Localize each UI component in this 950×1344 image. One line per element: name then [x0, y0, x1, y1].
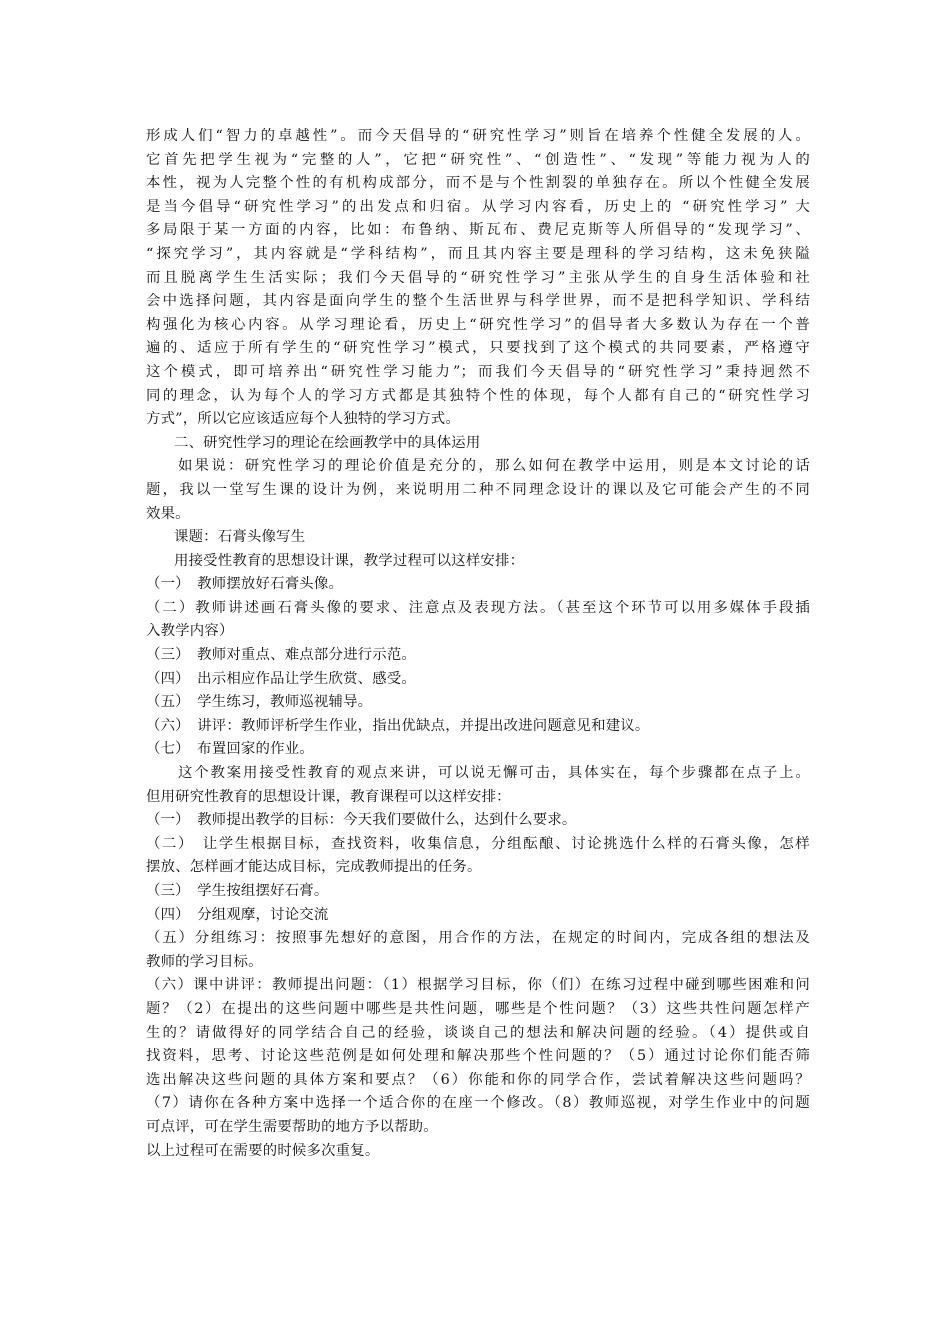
list-item: （四） 分组观摩，讨论交流 — [146, 906, 329, 923]
paragraph-line: 多局限于某一方面的内容，比如：布鲁纳、斯瓦布、费尼克斯等人所倡导的“发现学习”、 — [146, 222, 810, 239]
paragraph-line: 而且脱离学生生活实际；我们今天倡导的“研究性学习”主张从学生的自身生活体验和社 — [146, 269, 810, 286]
list-item-continuation: 教师的学习目标。 — [146, 953, 263, 970]
paragraph-line: 用接受性教育的思想设计课，教学过程可以这样安排： — [174, 552, 525, 569]
list-item-continuation: 生的？请做得好的同学结合自己的经验，谈谈自己的想法和解决问题的经验。（4）提供或自 — [146, 1024, 810, 1041]
paragraph-line: 题，我以一堂写生课的设计为例，来说明用二种不同理念设计的课以及它可能会产生的不同 — [146, 481, 810, 498]
list-item: （五）分组练习：按照事先想好的意图，用合作的方法，在规定的时间内，完成各组的想法及 — [146, 930, 810, 947]
paragraph-line: 是当今倡导“研究性学习”的出发点和归宿。从学习内容看，历史上的 “研究性学习” 大 — [146, 198, 810, 215]
list-item-continuation: 摆放、怎样画才能达成目标，完成教师提出的任务。 — [146, 859, 482, 876]
list-item: （五） 学生练习，教师巡视辅导。 — [146, 694, 373, 711]
list-item-continuation: 选出解决这些问题的具体方案和要点？（6）你能和你的同学合作，尝试着解决这些问题吗？ — [146, 1071, 810, 1088]
paragraph-line: “探究学习”，其内容就是“学科结构”，而且其内容主要是理科的学习结构，这未免狭隘 — [146, 245, 810, 262]
paragraph-line: 这个模式，即可培养出“研究性学习能力”；而我们今天倡导的“研究性学习”秉持迥然不 — [146, 363, 810, 380]
list-item-continuation: 可点评，可在学生需要帮助的地方予以帮助。 — [146, 1118, 438, 1135]
list-item: （四） 出示相应作品让学生欣赏、感受。 — [146, 670, 417, 687]
paragraph-line: 构强化为核心内容。从学习理论看，历史上“研究性学习”的倡导者大多数认为存在一个普 — [146, 316, 810, 333]
list-item: （六） 讲评：教师评析学生作业，指出优缺点，并提出改进问题意见和建议。 — [146, 717, 650, 734]
paragraph-line: 它首先把学生视为“完整的人”，它把“研究性”、“创造性”、“发现”等能力视为人的 — [146, 151, 810, 168]
list-item: （七） 布置回家的作业。 — [146, 741, 314, 758]
section-heading: 二、研究性学习的理论在绘画教学中的具体运用 — [174, 434, 481, 451]
list-item: （二）教师讲述画石膏头像的要求、注意点及表现方法。（甚至这个环节可以用多媒体手段插 — [146, 599, 810, 616]
paragraph-line: 遍的、适应于所有学生的“研究性学习”模式，只要找到了这个模式的共同要素，严格遵守 — [146, 340, 810, 357]
paragraph-line: 同的理念，认为每个人的学习方式都是其独特个性的体现，每个人都有自己的“研究性学习 — [146, 387, 810, 404]
paragraph-line: 但用研究性教育的思想设计课，教育课程可以这样安排： — [146, 788, 511, 805]
closing-line: 以上过程可在需要的时候多次重复。 — [146, 1142, 380, 1159]
paragraph-line: 会中选择问题，其内容是面向学生的整个生活世界与科学世界，而不是把科学知识、学科结 — [146, 293, 810, 310]
paragraph-line: 形成人们“智力的卓越性”。而今天倡导的“研究性学习”则旨在培养个性健全发展的人。 — [146, 128, 810, 144]
paragraph-line: 本性，视为人完整个性的有机构成部分，而不是与个性割裂的单独存在。所以个性健全发展 — [146, 175, 810, 192]
list-item-continuation: 找资料，思考、讨论这些范例是如何处理和解决那些个性问题的？（5）通过讨论你们能否筛 — [146, 1048, 810, 1065]
document-body — [146, 125, 810, 1163]
list-item: （二） 让学生根据目标，查找资料，收集信息，分组酝酿、讨论挑选什么样的石膏头像，怎样 — [146, 835, 810, 852]
list-item: （三） 学生按组摆好石膏。 — [146, 883, 329, 899]
list-item: （一） 教师提出教学的目标：今天我们要做什么，达到什么要求。 — [146, 812, 577, 829]
paragraph-line: 如果说：研究性学习的理论价值是充分的，那么如何在教学中运用，则是本文讨论的话 — [178, 458, 810, 475]
list-item: （一） 教师摆放好石膏头像。 — [146, 576, 344, 593]
paragraph-line: 方式”，所以它应该适应每个人独特的学习方式。 — [146, 411, 460, 428]
paragraph-line: 这个教案用接受性教育的观点来讲，可以说无懈可击，具体实在，每个步骤都在点子上。 — [178, 765, 810, 782]
list-item-continuation: （7）请你在各种方案中选择一个适合你的在座一个修改。（8）教师巡视，对学生作业中的问题 — [146, 1095, 810, 1112]
list-item: （六）课中讲评：教师提出问题：（1）根据学习目标，你（们）在练习过程中碰到哪些困难和问 — [146, 977, 810, 994]
paragraph-line: 效果。 — [146, 505, 190, 522]
list-item: （三） 教师对重点、难点部分进行示范。 — [146, 647, 417, 664]
list-item-continuation: 题？（2）在提出的这些问题中哪些是共性问题，哪些是个性问题？（3）这些共性问题怎样产 — [146, 1000, 810, 1017]
list-item-continuation: 入教学内容） — [146, 623, 234, 640]
lesson-title: 课题：石膏头像写生 — [174, 529, 306, 546]
